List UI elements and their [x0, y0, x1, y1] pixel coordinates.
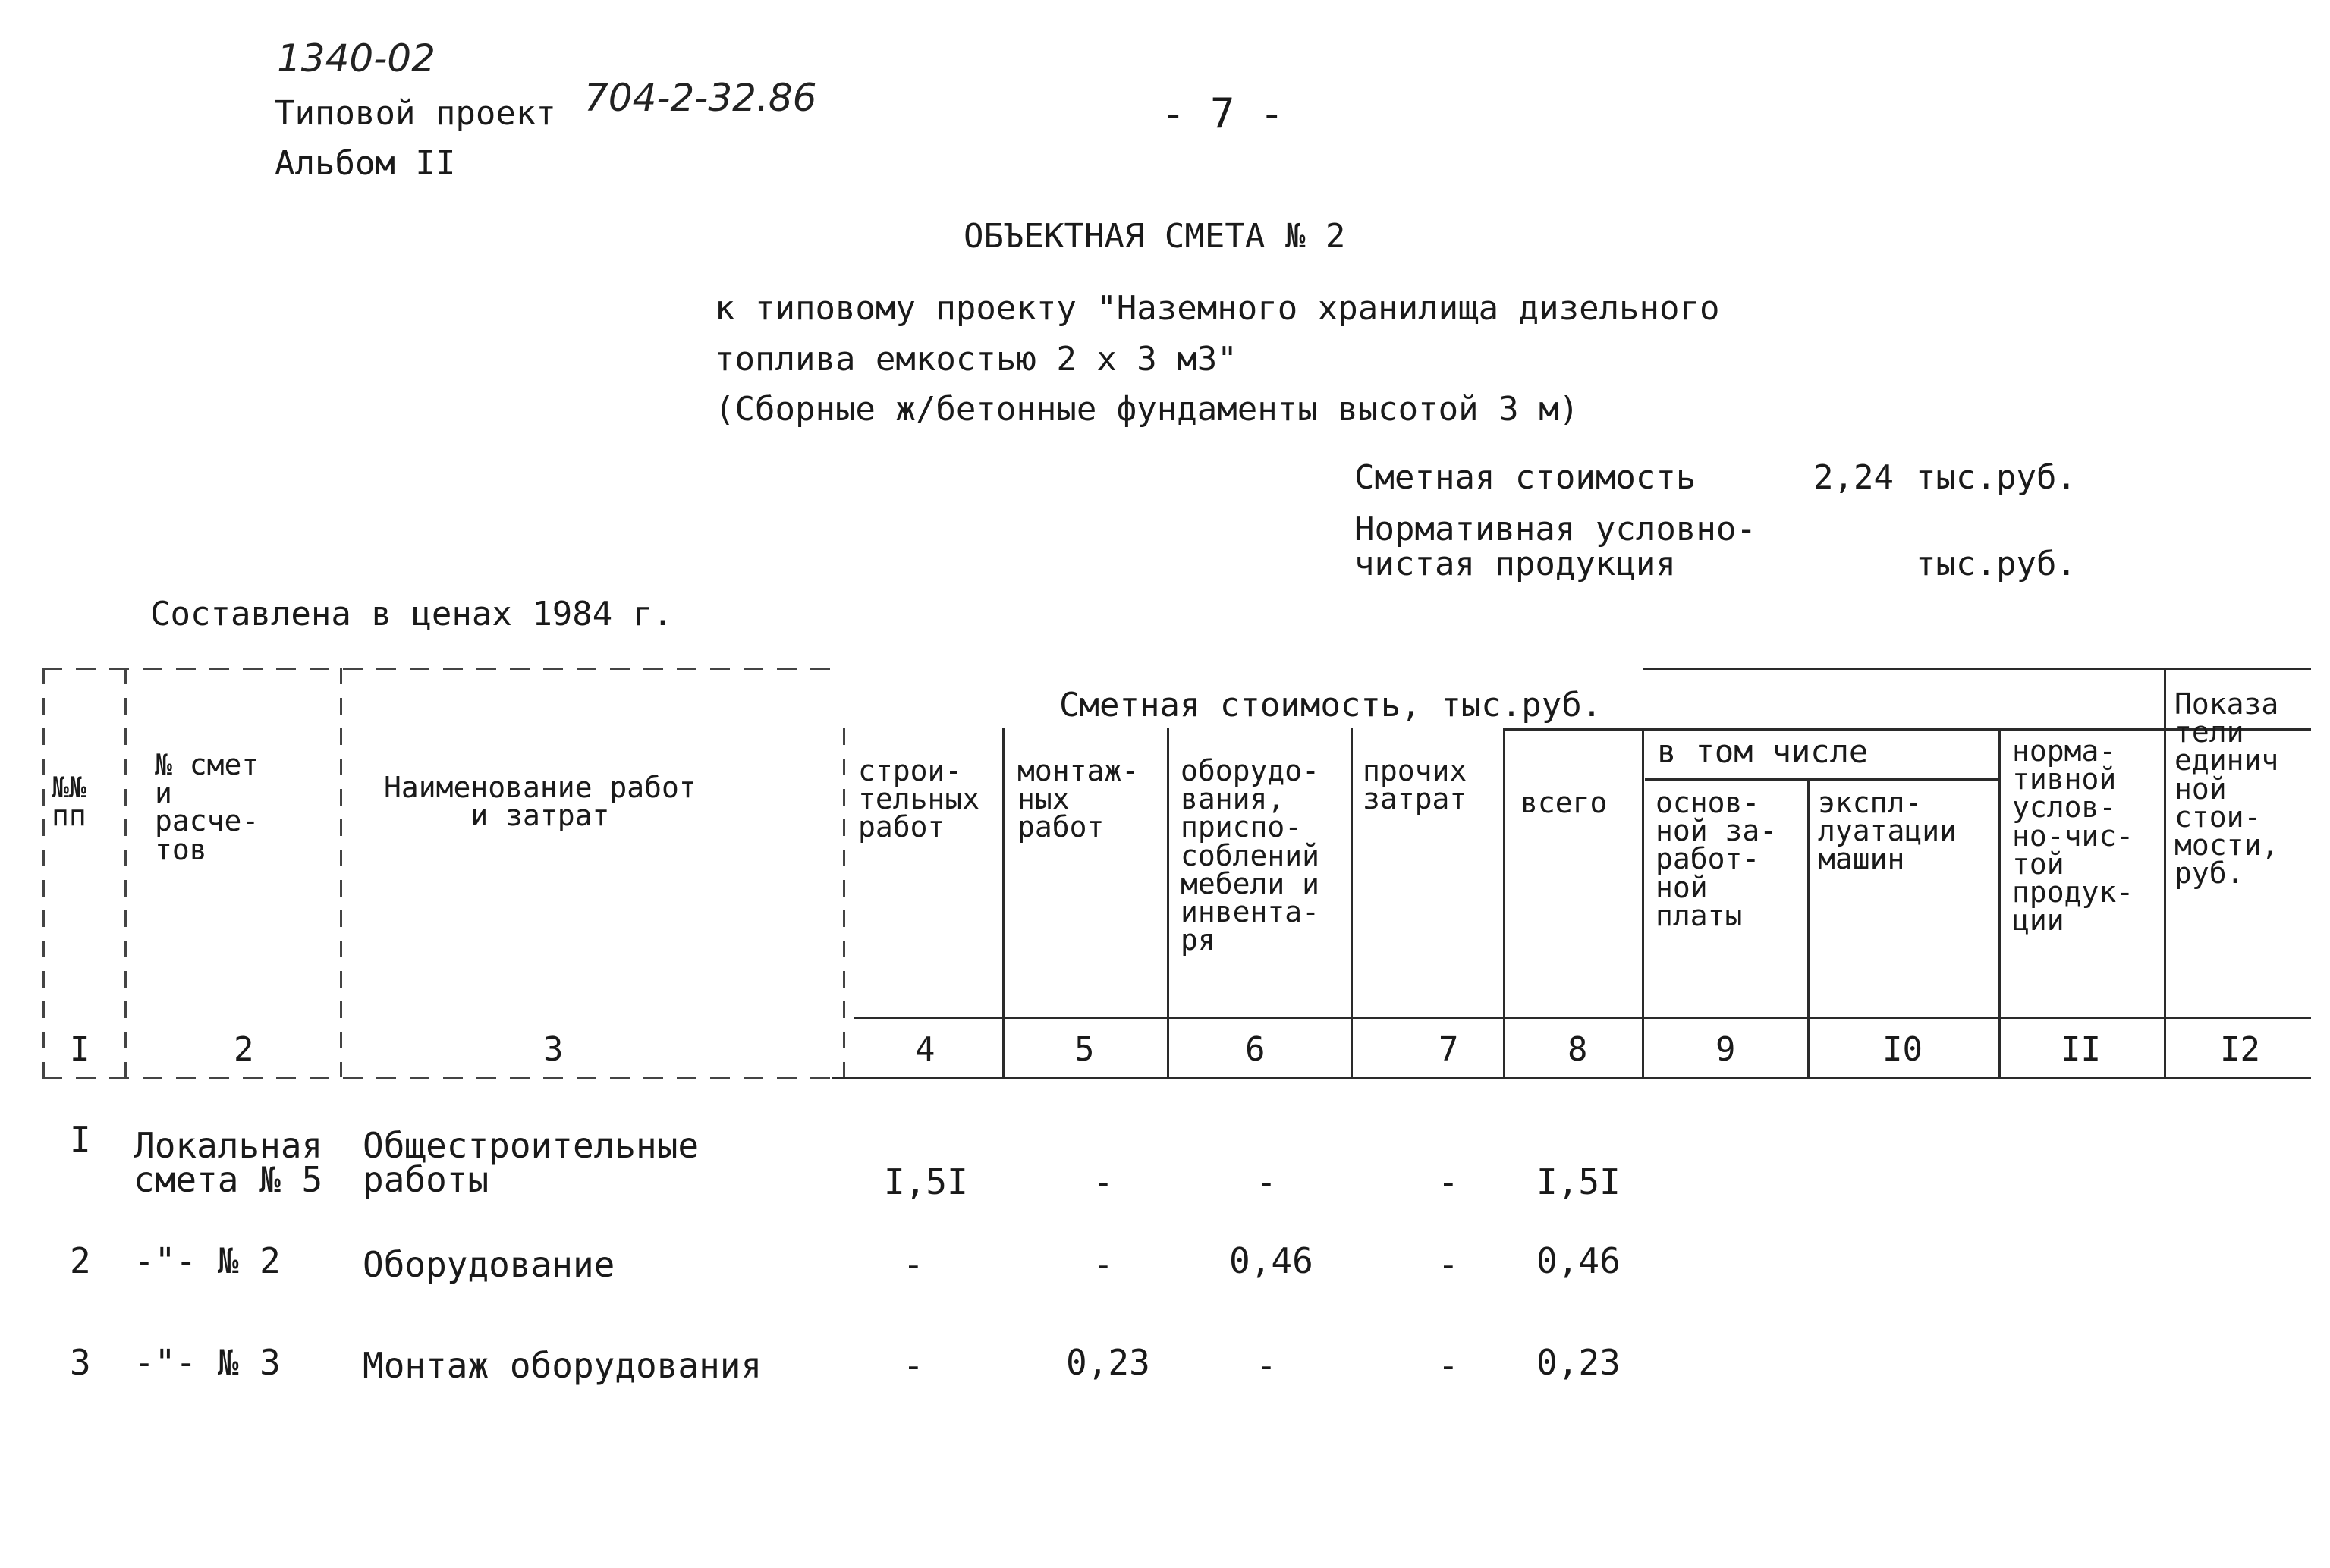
cost-label: Сметная стоимость: [1354, 458, 1696, 497]
row-number: 2: [70, 1240, 91, 1281]
normative-label-1: Нормативная условно-: [1354, 510, 1756, 548]
table-bottom-border-left: [42, 1077, 839, 1079]
row-total: 0,46: [1536, 1240, 1621, 1281]
row-installation: 0,23: [1066, 1342, 1150, 1383]
row-ref: -"- № 2: [134, 1240, 281, 1281]
row-number: I: [70, 1119, 91, 1160]
cost-unit: тыс.руб.: [1916, 458, 2077, 497]
col-border-10: [1998, 728, 2001, 1077]
col-border-4: [1002, 728, 1005, 1077]
column-number: 2: [234, 1030, 254, 1069]
header-col-10: экспл- луатации машин: [1818, 786, 1957, 876]
row-installation: -: [1093, 1161, 1114, 1202]
normative-unit: тыс.руб.: [1916, 545, 2077, 583]
row-equipment: -: [1256, 1345, 1277, 1386]
col-border-5: [1167, 728, 1169, 1077]
title-line-1: к типовому проекту "Наземного хранилища дизельного: [715, 289, 1720, 328]
header-col-6: оборудо- вания, приспо- соблений мебели и инвента- ря: [1181, 754, 1320, 957]
row-other: -: [1438, 1244, 1459, 1285]
row-ref: Локальная смета № 5: [134, 1125, 323, 1201]
row-other: -: [1438, 1345, 1459, 1386]
col-border-3: [843, 728, 845, 1077]
column-number-line: [854, 1017, 2311, 1019]
header-col-9: основ- ной за- работ- ной платы: [1656, 786, 1778, 932]
column-number: I0: [1882, 1030, 1923, 1069]
column-number: 3: [543, 1030, 564, 1069]
estimate-table: [42, 668, 2311, 1077]
header-col-12: Показа тели единич ной стои- мости, руб.: [2174, 687, 2279, 891]
row-construction: -: [903, 1345, 924, 1386]
row-installation: -: [1093, 1244, 1114, 1285]
row-construction: I,5I: [884, 1161, 968, 1202]
cost-value: 2,24: [1813, 458, 1894, 497]
header-col-7: прочих затрат: [1363, 754, 1467, 816]
row-equipment: 0,46: [1229, 1240, 1313, 1281]
row-total: 0,23: [1536, 1342, 1621, 1383]
row-name: Общестроительные работы: [363, 1125, 700, 1201]
header-col-1: №№ пп: [52, 771, 86, 833]
column-number: 4: [915, 1030, 935, 1069]
column-number: 9: [1715, 1030, 1736, 1069]
col-border-7: [1503, 728, 1505, 1077]
document-title: ОБЪЕКТНАЯ СМЕТА № 2: [964, 217, 1346, 256]
project-label: Типовой проект: [275, 94, 556, 133]
column-number: 6: [1245, 1030, 1266, 1069]
col-border-11: [2164, 668, 2166, 1077]
header-col-3: Наименование работ и затрат: [384, 771, 696, 833]
header-group: Сметная стоимость, тыс.руб.: [1059, 686, 1602, 724]
row-name: Монтаж оборудования: [363, 1345, 763, 1386]
album-label: Альбом II: [275, 144, 456, 183]
normative-label-2: чистая продукция: [1354, 545, 1676, 583]
column-number: II: [2061, 1030, 2101, 1069]
row-equipment: -: [1256, 1161, 1277, 1202]
table-top-border-left: [42, 668, 839, 670]
col-border-9: [1807, 778, 1810, 1077]
document-code: 1340-02: [277, 36, 435, 80]
header-col-11: норма- тивной услов- но-чис- той продук- ции: [2012, 734, 2134, 938]
col-border-2: [340, 668, 342, 1077]
header-col-5: монтаж- ных работ: [1017, 754, 1140, 844]
subgroup-underline: [1645, 778, 1998, 781]
column-number: 5: [1074, 1030, 1095, 1069]
header-subgroup: в том числе: [1657, 733, 1869, 770]
page-number: - 7 -: [1161, 90, 1284, 137]
title-line-2: топлива емкостью 2 х 3 м3": [715, 340, 1237, 379]
column-number: 7: [1439, 1030, 1459, 1069]
row-number: 3: [70, 1342, 91, 1383]
row-ref: -"- № 3: [134, 1342, 281, 1383]
col-border-0: [42, 668, 45, 1077]
header-col-8: всего: [1520, 786, 1608, 819]
title-line-3: (Сборные ж/бетонные фундаменты высотой 3 м): [715, 390, 1580, 429]
row-other: -: [1438, 1161, 1459, 1202]
project-code: 704-2-32.86: [584, 76, 817, 120]
col-border-1: [124, 668, 127, 1077]
table-bottom-border-right: [832, 1077, 2311, 1079]
row-total: I,5I: [1536, 1161, 1621, 1202]
table-top-border-right: [1643, 668, 2311, 670]
column-number: 8: [1567, 1030, 1588, 1069]
col-border-6: [1351, 728, 1353, 1077]
row-name: Оборудование: [363, 1244, 615, 1285]
header-col-4: строи- тельных работ: [858, 754, 980, 844]
row-construction: -: [903, 1244, 924, 1285]
col-border-8: [1642, 728, 1644, 1077]
header-col-2: № смет и расче- тов: [155, 748, 259, 866]
column-number: I: [70, 1030, 90, 1069]
prices-note: Составлена в ценах 1984 г.: [150, 595, 673, 633]
column-number: I2: [2220, 1030, 2260, 1069]
